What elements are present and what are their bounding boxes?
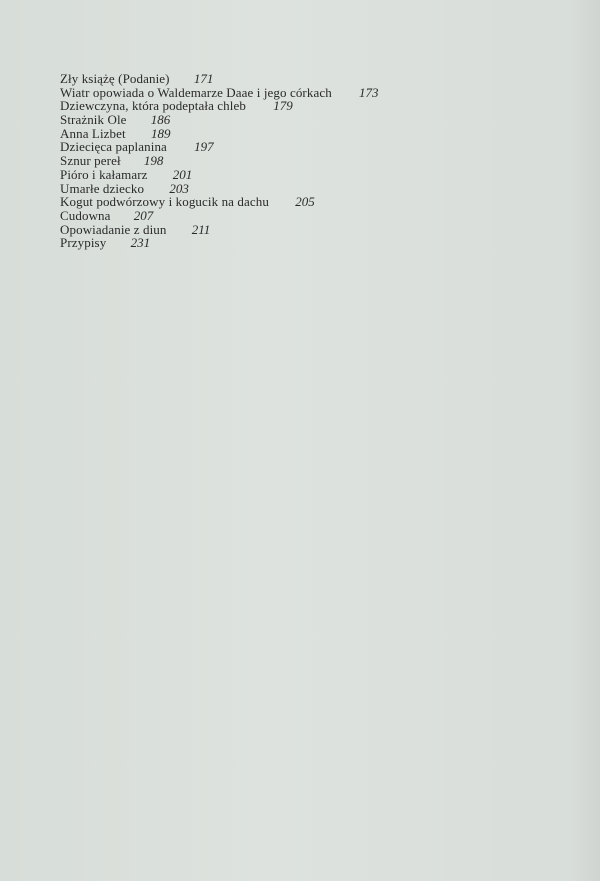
toc-entry	[60, 154, 480, 168]
toc-entry-title: Kogut podwórzowy i kogucik na dachu	[60, 194, 269, 210]
toc-entry	[60, 140, 480, 154]
toc-entry	[60, 236, 480, 250]
toc-entry-page: 211	[191, 221, 211, 237]
toc-entry-page: 173	[359, 84, 379, 100]
toc-entry	[60, 182, 480, 196]
toc-entry-title: Zły książę (Podanie)	[60, 71, 170, 86]
toc-entry-page: 203	[169, 180, 189, 196]
toc-entry	[60, 72, 480, 86]
toc-entry	[60, 113, 480, 127]
toc-entry-title: Pióro i kałamarz	[60, 166, 148, 182]
toc-entry	[60, 86, 480, 100]
toc-entry-page: 205	[295, 194, 315, 210]
toc-entry-page: 231	[130, 235, 151, 251]
page-edge-shadow	[570, 0, 600, 881]
toc-entry-title: Sznur pereł	[60, 153, 121, 169]
toc-entry	[60, 127, 480, 141]
toc-entry	[60, 195, 480, 209]
toc-entry-title: Wiatr opowiada o Waldemarze Daae i jego córkach	[60, 84, 332, 100]
toc-entry-title: Dziewczyna, która podeptała chleb	[60, 98, 246, 114]
toc-entry-title: Strażnik Ole	[60, 112, 127, 128]
toc-entry-page: 171	[193, 71, 214, 86]
toc-entry-page: 207	[133, 207, 154, 223]
toc-entry-title: Dziecięca paplanina	[60, 139, 167, 155]
toc-entry-title: Umarłe dziecko	[60, 180, 145, 196]
toc-entry	[60, 99, 480, 113]
toc-entry-title: Anna Lizbet	[60, 125, 126, 141]
toc-entry-page: 189	[150, 125, 171, 141]
table-of-contents	[60, 72, 480, 250]
toc-entry-page: 197	[194, 139, 214, 155]
toc-entry-title: Przypisy	[60, 235, 107, 251]
toc-entry-page: 198	[143, 153, 164, 169]
toc-entry-page: 186	[150, 112, 171, 128]
toc-entry-page: 179	[273, 98, 293, 114]
toc-entry-title: Opowiadanie z diun	[60, 221, 167, 237]
toc-entry	[60, 168, 480, 182]
toc-entry-title: Cudowna	[60, 207, 111, 223]
toc-entry	[60, 223, 480, 237]
toc-entry-page: 201	[172, 166, 193, 182]
toc-entry	[60, 209, 480, 223]
